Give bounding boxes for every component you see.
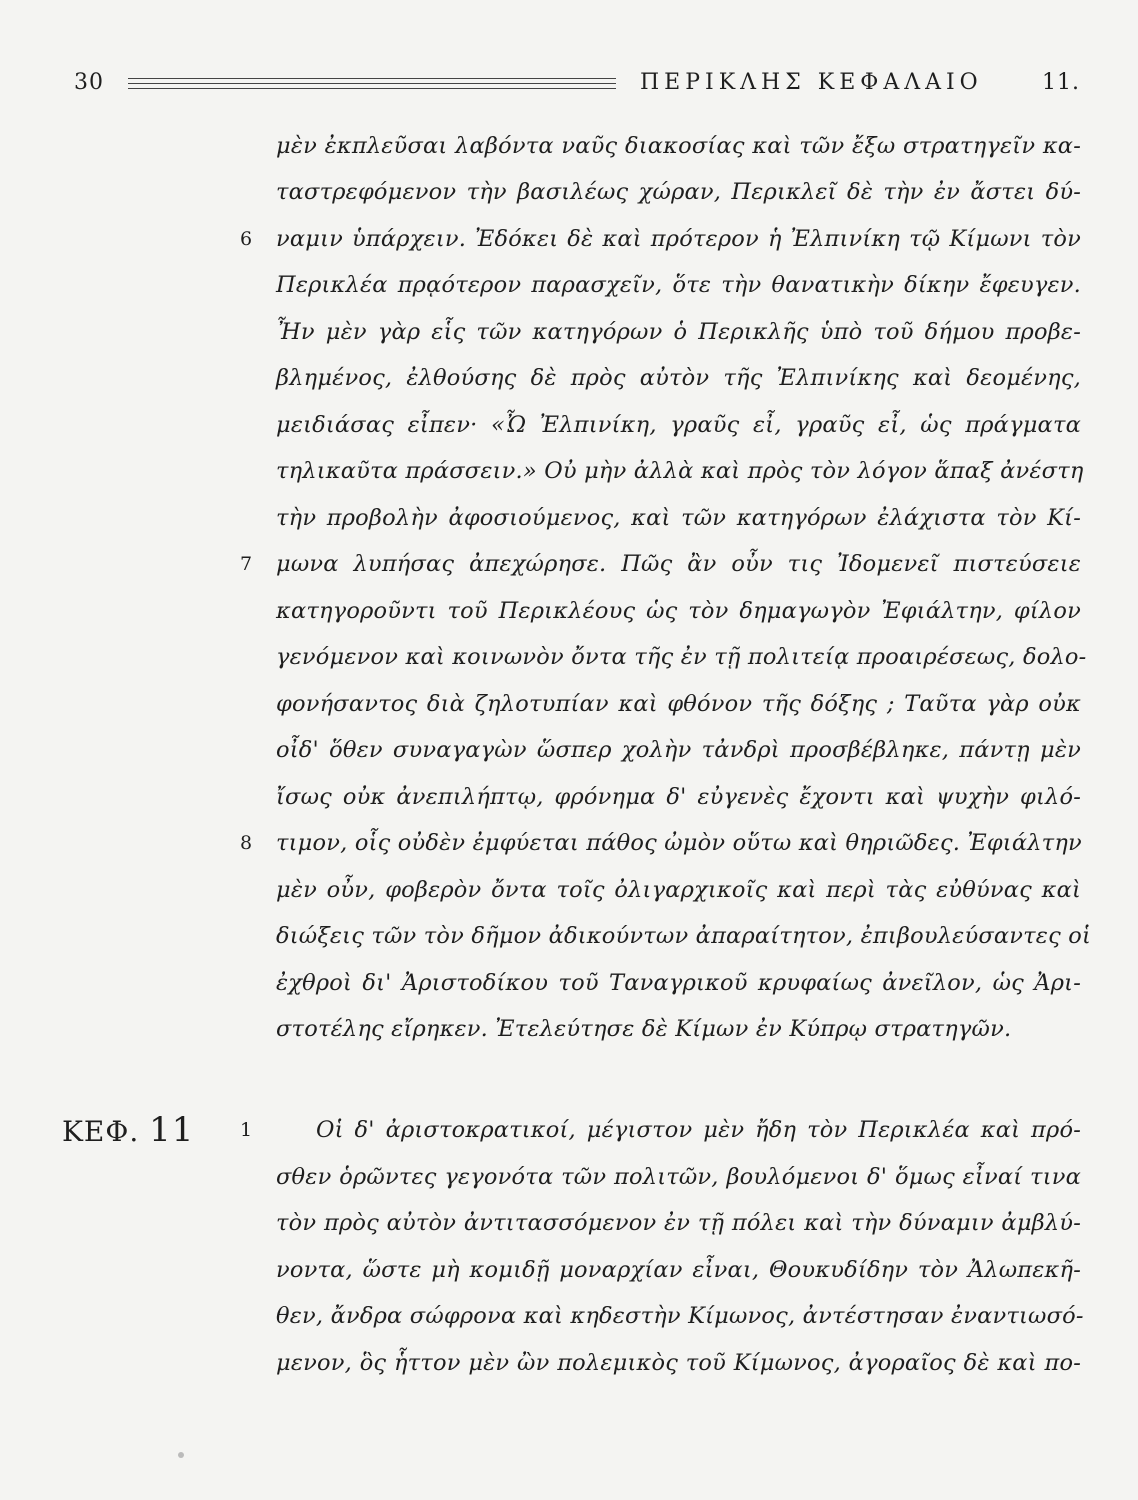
text-line: τιμον, οἷς οὐδὲν ἐμφύεται πάθος ὠμὸν οὕτω καὶ θηριῶδες. Ἐφιάλτην [276, 830, 1082, 856]
text-line: τὸν πρὸς αὐτὸν ἀντιτασσόμενον ἐν τῇ πόλει καὶ τὴν δύναμιν ἀμβλύ- [276, 1210, 1081, 1236]
text-line: φονήσαντος διὰ ζηλοτυπίαν καὶ φθόνον τῆς δόξης ; Ταῦτα γὰρ οὐκ [276, 691, 1081, 717]
margin-section-number: 8 [240, 832, 253, 854]
header-rule [128, 83, 616, 84]
text-line: μὲν ἐκπλεῦσαι λαβόντα ναῦς διακοσίας καὶ τῶν ἔξω στρατηγεῖν κα- [276, 133, 1081, 159]
paper-speck [178, 1452, 184, 1458]
text-line: νοντα, ὥστε μὴ κομιδῇ μοναρχίαν εἶναι, Θουκυδίδην τὸν Ἀλωπεκῆ- [276, 1257, 1081, 1283]
text-line: Ἦν μὲν γὰρ εἷς τῶν κατηγόρων ὁ Περικλῆς ὑπὸ τοῦ δήμου προβε- [276, 319, 1081, 345]
text-line: ναμιν ὑπάρχειν. Ἐδόκει δὲ καὶ πρότερον ἡ Ἐλπινίκη τῷ Κίμωνι τὸν [276, 226, 1081, 252]
chapter-heading [62, 1110, 194, 1152]
running-title: ΠΕΡΙΚΛΗΣ ΚΕΦΑΛΑΙΟ [640, 70, 983, 95]
page-number: 30 [74, 70, 104, 95]
chapter-section-number: 1 [240, 1119, 253, 1141]
text-line: τηλικαῦτα πράσσειν.» Οὐ μὴν ἀλλὰ καὶ πρὸς τὸν λόγον ἅπαξ ἀνέστη [276, 458, 1084, 484]
text-line: γενόμενον καὶ κοινωνὸν ὄντα τῆς ἐν τῇ πολιτείᾳ προαιρέσεως, δολο- [276, 644, 1087, 670]
text-line: ταστρεφόμενον τὴν βασιλέως χώραν, Περικλεῖ δὲ τὴν ἐν ἄστει δύ- [276, 179, 1081, 205]
text-line: μὲν οὖν, φοβερὸν ὄντα τοῖς ὀλιγαρχικοῖς καὶ περὶ τὰς εὐθύνας καὶ [276, 877, 1081, 903]
text-line: διώξεις τῶν τὸν δῆμον ἀδικούντων ἀπαραίτητον, ἐπιβουλεύσαντες οἱ [276, 923, 1091, 949]
text-line: μενον, ὃς ἧττον μὲν ὢν πολεμικὸς τοῦ Κίμωνος, ἀγοραῖος δὲ καὶ πο- [276, 1350, 1081, 1376]
text-line: Περικλέα πρᾳότερον παρασχεῖν, ὅτε τὴν θανατικὴν δίκην ἔφευγεν. [276, 272, 1081, 298]
text-line: Οἱ δ' ἀριστοκρατικοί, μέγιστον μὲν ἤδη τὸν Περικλέα καὶ πρό- [316, 1117, 1081, 1143]
margin-section-number: 7 [240, 553, 253, 575]
text-line: ἴσως οὐκ ἀνεπιλήπτῳ, φρόνημα δ' εὐγενὲς ἔχοντι καὶ ψυχὴν φιλό- [276, 784, 1081, 810]
chapter-number: 11 [149, 1110, 195, 1150]
text-line: τὴν προβολὴν ἀφοσιούμενος, καὶ τῶν κατηγόρων ἐλάχιστα τὸν Κί- [276, 505, 1081, 531]
text-line: κατηγοροῦντι τοῦ Περικλέους ὡς τὸν δημαγωγὸν Ἐφιάλτην, φίλον [276, 598, 1081, 624]
text-line: ἐχθροὶ δι' Ἀριστοδίκου τοῦ Ταναγρικοῦ κρυφαίως ἀνεῖλον, ὡς Ἀρι- [276, 970, 1081, 996]
margin-section-number: 6 [240, 228, 253, 250]
header-rule [128, 88, 616, 89]
page-header [0, 68, 1138, 108]
text-line: βλημένος, ἐλθούσης δὲ πρὸς αὐτὸν τῆς Ἐλπινίκης καὶ δεομένης, [276, 365, 1081, 391]
header-rule [128, 78, 616, 79]
text-line: μωνα λυπήσας ἀπεχώρησε. Πῶς ἂν οὖν τις Ἰδομενεῖ πιστεύσειε [276, 551, 1081, 577]
header-chapter-number: 11. [1042, 70, 1080, 95]
text-line: θεν, ἄνδρα σώφρονα καὶ κηδεστὴν Κίμωνος, ἀντέστησαν ἐναντιωσό- [276, 1303, 1084, 1329]
text-line: σθεν ὁρῶντες γεγονότα τῶν πολιτῶν, βουλόμενοι δ' ὅμως εἶναί τινα [276, 1164, 1081, 1190]
text-line: στοτέλης εἴρηκεν. Ἐτελεύτησε δὲ Κίμων ἐν Κύπρῳ στρατηγῶν. [276, 1016, 1012, 1042]
chapter-label: ΚΕΦ. [62, 1115, 140, 1148]
text-line: μειδιάσας εἶπεν· «Ὦ Ἐλπινίκη, γραῦς εἶ, γραῦς εἶ, ὡς πράγματα [276, 412, 1081, 438]
text-line: οἶδ' ὅθεν συναγαγὼν ὥσπερ χολὴν τἀνδρὶ προσβέβληκε, πάντῃ μὲν [276, 737, 1081, 763]
